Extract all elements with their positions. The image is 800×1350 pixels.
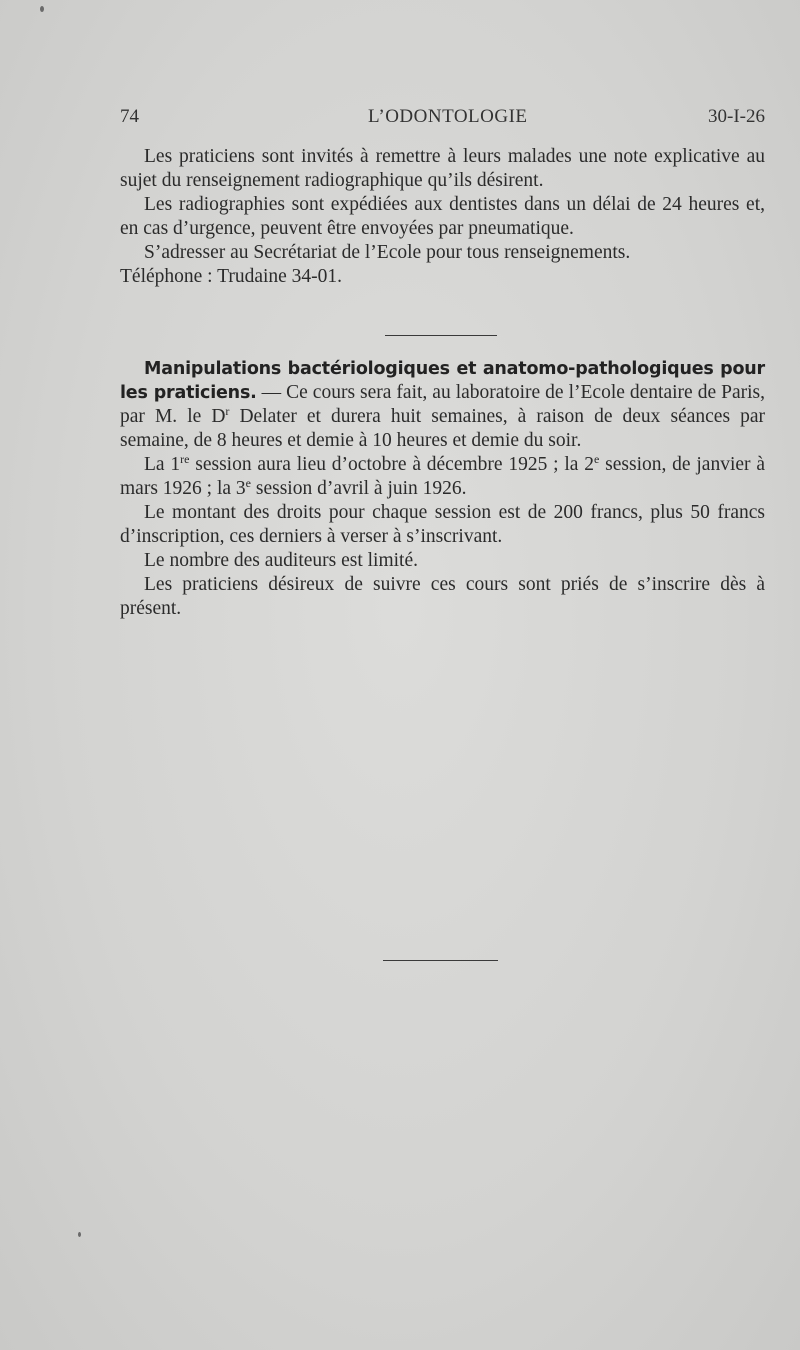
paragraph: Le nombre des auditeurs est limité.: [144, 550, 419, 571]
paragraph: [120, 357, 765, 453]
text-run: session d’avril à juin 1926.: [250, 478, 467, 499]
text-run: La 1: [144, 454, 181, 475]
section-divider: [385, 335, 497, 336]
paragraph: Les praticiens désireux de suivre ces cours sont priés de s’inscrire dès à présent.: [120, 574, 765, 619]
text-run: session, de janvier à mars 1926 ; la 3: [120, 454, 765, 499]
paragraph: Les praticiens sont invités à remettre à leurs malades une note explicative au sujet du renseignement radiographique qu’ils désirent.: [120, 146, 765, 191]
journal-title: L’ODONTOLOGIE: [368, 106, 528, 127]
text-run: session aura lieu d’octobre à décembre 1925 ; la 2: [189, 454, 595, 475]
text-run: — Ce cours sera fait, au laboratoire de l’Ecole dentaire de Paris, par M. le D: [120, 382, 765, 427]
superscript: e: [594, 452, 600, 466]
text-run: Delater et durera huit semaines, à raison de deux séances par semaine, de 8 heures et demie à 10 heures et demie du soir.: [120, 406, 765, 451]
scan-speck: [40, 6, 44, 12]
paragraph: S’adresser au Secrétariat de l’Ecole pour tous renseignements.: [144, 242, 631, 263]
radiography-notice: [120, 145, 765, 289]
end-divider: [383, 960, 498, 961]
page-number: 74: [120, 106, 139, 127]
paragraph: Le montant des droits pour chaque session est de 200 francs, plus 50 francs d’inscription, ces derniers à verser à s’inscrivant.: [120, 502, 765, 547]
scan-speck: [78, 1232, 81, 1237]
course-notice: [120, 357, 765, 621]
paragraph: Les radiographies sont expédiées aux dentistes dans un délai de 24 heures et, en cas d’urgence, peuvent être envoyées par pneumatique.: [120, 194, 765, 239]
running-head: [120, 106, 765, 132]
superscript: r: [225, 404, 230, 418]
section-title: Manipulations bactériologiques et anatomo-pathologiques pour les praticiens.: [120, 359, 765, 403]
paragraph: [120, 453, 765, 501]
paragraph: Téléphone : Trudaine 34-01.: [120, 266, 343, 287]
issue-date: 30-I-26: [708, 106, 765, 127]
superscript: e: [245, 476, 251, 490]
superscript: re: [180, 452, 190, 466]
